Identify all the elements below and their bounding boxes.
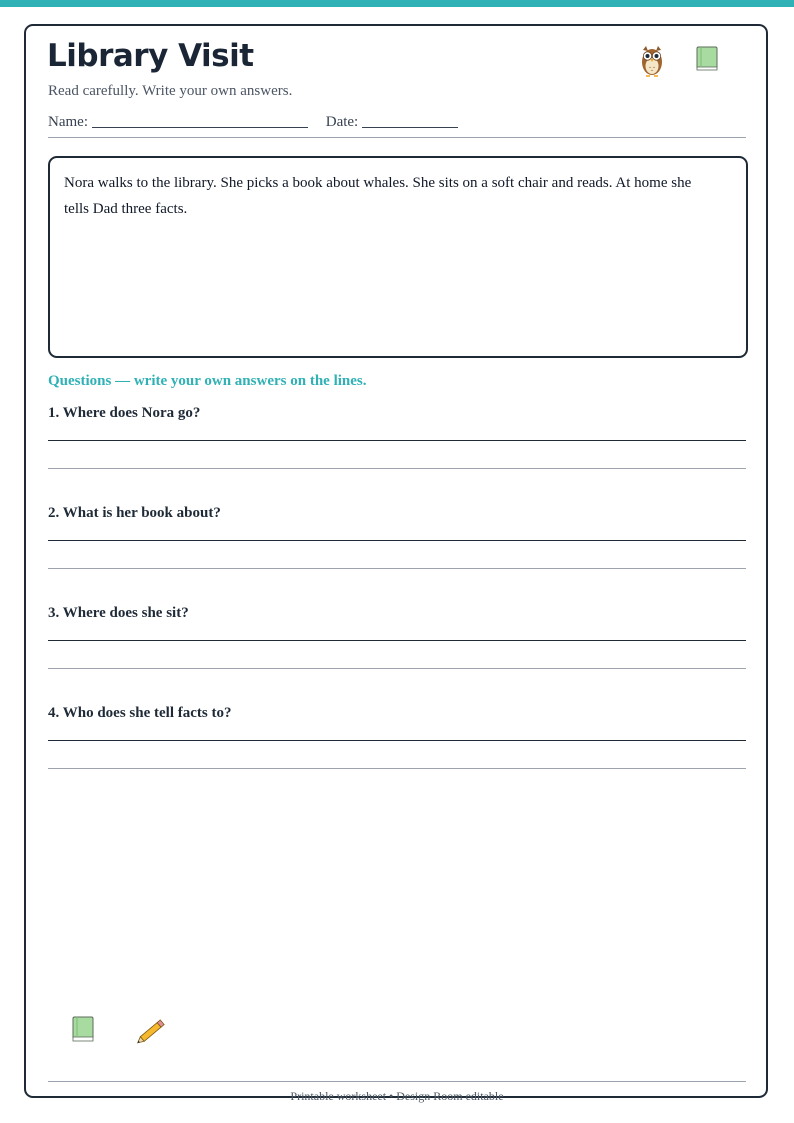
question-item	[48, 504, 746, 522]
question-text: 3. Where does she sit?	[48, 605, 189, 621]
question-item	[48, 404, 746, 422]
name-label: Name:	[48, 114, 88, 130]
worksheet-title: Library Visit	[47, 38, 254, 74]
question-text: 4. Who does she tell facts to?	[48, 705, 232, 721]
footer-divider	[48, 1081, 746, 1082]
name-date-row	[48, 112, 458, 131]
answer-line[interactable]	[48, 768, 746, 769]
book-icon	[68, 1014, 98, 1044]
question-text: 1. Where does Nora go?	[48, 405, 201, 421]
answer-line[interactable]	[48, 568, 746, 569]
date-blank[interactable]	[362, 112, 458, 128]
questions-heading: Questions — write your own answers on the lines.	[48, 373, 367, 389]
answer-line[interactable]	[48, 540, 746, 541]
top-accent-bar	[0, 0, 794, 7]
answer-line[interactable]	[48, 468, 746, 469]
story-box	[48, 156, 748, 358]
answer-line[interactable]	[48, 640, 746, 641]
question-item	[48, 704, 746, 722]
answer-line[interactable]	[48, 740, 746, 741]
story-text: Nora walks to the library. She picks a book about whales. She sits on a soft chair and reads. At home she tells Dad three facts.	[64, 175, 692, 217]
owl-icon	[638, 42, 666, 78]
question-item	[48, 604, 746, 622]
answer-line[interactable]	[48, 668, 746, 669]
name-blank[interactable]	[92, 112, 308, 128]
answer-line[interactable]	[48, 440, 746, 441]
pencil-icon	[136, 1014, 170, 1046]
footer-text: Printable worksheet • Design Room editable	[290, 1089, 504, 1103]
question-text: 2. What is her book about?	[48, 505, 221, 521]
worksheet-subtitle: Read carefully. Write your own answers.	[48, 83, 293, 99]
date-label: Date:	[325, 114, 359, 130]
header-divider	[48, 137, 746, 138]
book-icon	[692, 44, 722, 72]
